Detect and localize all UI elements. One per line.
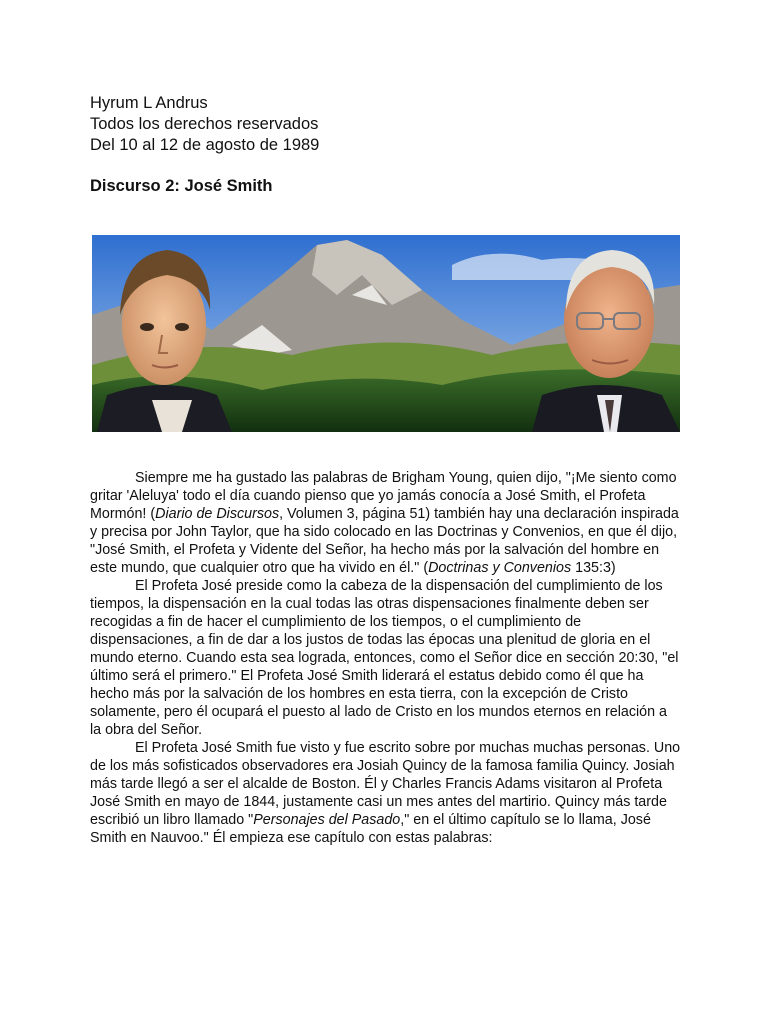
section-title: Discurso 2: José Smith xyxy=(90,177,273,195)
italic-citation: Personajes del Pasado xyxy=(253,812,401,828)
author-line: Hyrum L Andrus xyxy=(90,94,208,112)
text-run: Siempre me ha gustado las palabras de Brigham Young, quien dijo, "¡Me siento como gritar 'Aleluya' todo el día cuando pienso que yo jamás conocía a José Smith, el Profeta Mormón! ( xyxy=(90,470,677,522)
italic-citation: Doctrinas y Convenios xyxy=(428,560,572,576)
mountain-portraits-illustration xyxy=(92,235,680,432)
text-run: El Profeta José preside como la cabeza de la dispensación del cumplimiento de los tiempos, la dispensación en la cual todas las otras dispensaciones finalmente deben ser recogidas a fin de hacer el cumplimiento de los tiempos, o el cumplimiento de dispensaciones, a fin de dar a los justos de todas las épocas una plenitud de gloria en el mundo eterno. Cuando esta sea lograda, entonces, como el Señor dice en sección 20:30, "el último será el primero." El Profeta José Smith liderará el estatus debido como él que ha hecho más por la salvación de los hombres en esta tierra, con la excepción de Cristo solamente, pero él ocupará el puesto al lado de Cristo en los mundos eternos en relación a la obra del Señor. xyxy=(90,578,679,738)
text-run: 135:3) xyxy=(571,560,616,576)
body-text xyxy=(90,469,682,847)
paragraph xyxy=(90,577,682,739)
text-run: El Profeta José Smith fue visto y fue escrito sobre por muchas muchas personas. Uno de los más sofisticados observadores era Josiah Quincy de la famosa familia Quincy. Josiah más tarde llegó a ser el alcalde de Boston. Él y Charles Francis Adams visitaron al Profeta José Smith en mayo de 1844, justamente casi un mes antes del martirio. Quincy más tarde escribió un libro llamado " xyxy=(90,740,681,828)
rights-line: Todos los derechos reservados xyxy=(90,115,319,133)
dates-line: Del 10 al 12 de agosto de 1989 xyxy=(90,136,320,154)
paragraph xyxy=(90,739,682,847)
paragraph xyxy=(90,469,682,577)
text-run: ," en el último capítulo se lo llama, José Smith en Nauvoo." Él empieza ese capítulo con estas palabras: xyxy=(90,812,651,846)
italic-citation: Diario de Discursos xyxy=(155,506,280,522)
text-run: , Volumen 3, página 51) también hay una declaración inspirada y precisa por John Taylor, que ha sido colocado en las Doctrinas y Convenios, en que él dijo, "José Smith, el Profeta y Vidente del Señor, ha hecho más por la salvación del hombre en este mundo, que cualquier otro que ha vivido en él." ( xyxy=(90,506,679,576)
banner-image xyxy=(92,235,680,432)
document-header xyxy=(90,93,680,197)
